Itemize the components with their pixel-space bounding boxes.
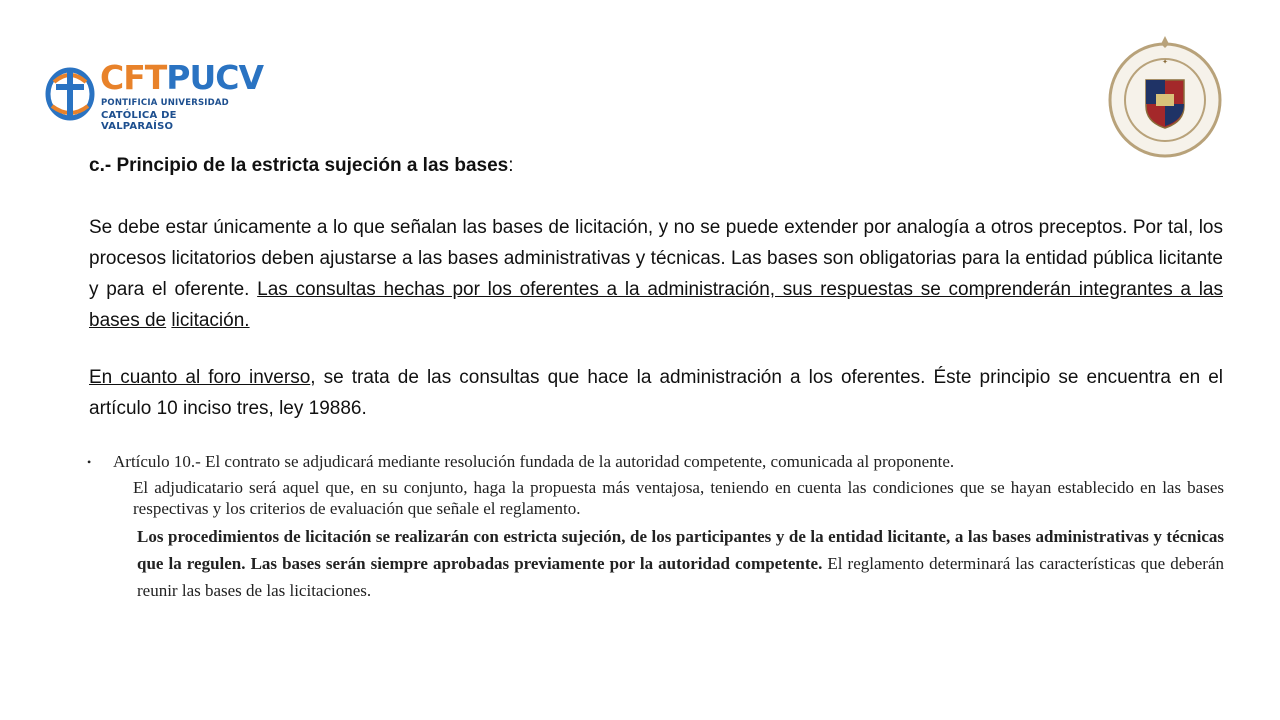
article-line2: El adjudicatario será aquel que, en su conjunto, haga la propuesta más ventajosa, teniendo en cuenta las condiciones que se hayan establecido en las bases respectivas y los criterios de evaluación que señale el reglamento.: [133, 478, 1224, 518]
paragraph2-underlined-foro: En cuanto al foro inverso: [89, 367, 311, 388]
logo-subtitle-line2: CATÓLICA DE VALPARAÍSO: [101, 110, 177, 132]
article-10-quote: [74, 451, 1224, 604]
paragraph-reverse-forum: [89, 362, 1223, 424]
cftpucv-logo: [44, 58, 264, 132]
logo-subtitle-line1: PONTIFICIA UNIVERSIDAD: [101, 98, 229, 108]
paragraph1-text: Se debe estar únicamente a lo que señalan las bases de licitación, y no se puede extender por analogía a otros preceptos. Por tal, los procesos licitatorios deben ajustarse a las bases administrativas y técnicas. Las bases son obligatorias para la entidad pública licitante y para el oferente.: [89, 217, 1223, 300]
paragraph2-text: , se trata de las consultas que hace la administración a los oferentes. Éste principio se encuentra en el artículo 10 inciso tres, ley 19886.: [89, 367, 1223, 419]
paragraph1-underlined-licitacion: licitación.: [171, 310, 250, 331]
section-heading: [89, 154, 1229, 178]
list-item: [74, 451, 1224, 473]
article-line1: Artículo 10.- El contrato se adjudicará mediante resolución fundada de la autoridad competente, comunicada al proponente.: [113, 452, 955, 471]
cross-globe-icon: [44, 62, 96, 122]
paragraph1-underlined-consultas: Las consultas hechas por los oferentes a la administración, sus respuestas se comprenderán integrantes a las bases de: [89, 279, 1223, 331]
heading-title: c.- Principio de la estricta sujeción a las bases: [89, 155, 509, 176]
article-line3-plain: El reglamento determinará las características que deberán reunir las bases de las licitaciones.: [137, 554, 1224, 600]
paragraph-strict-subjection: [89, 212, 1223, 336]
seal-text: ✦: [1162, 58, 1168, 66]
article-line3-bold: Los procedimientos de licitación se realizarán con estricta sujeción, de los participantes y de la entidad licitante, a las bases administrativas y técnicas que la regulen. Las bases serán siempre aprobadas previamente por la autoridad competente.: [137, 527, 1224, 573]
logo-name: CFTPUCV: [100, 58, 264, 97]
article-line3: [137, 523, 1224, 604]
university-seal-icon: [1106, 34, 1224, 160]
bullet-icon: •: [87, 455, 92, 469]
heading-colon: :: [508, 155, 514, 176]
